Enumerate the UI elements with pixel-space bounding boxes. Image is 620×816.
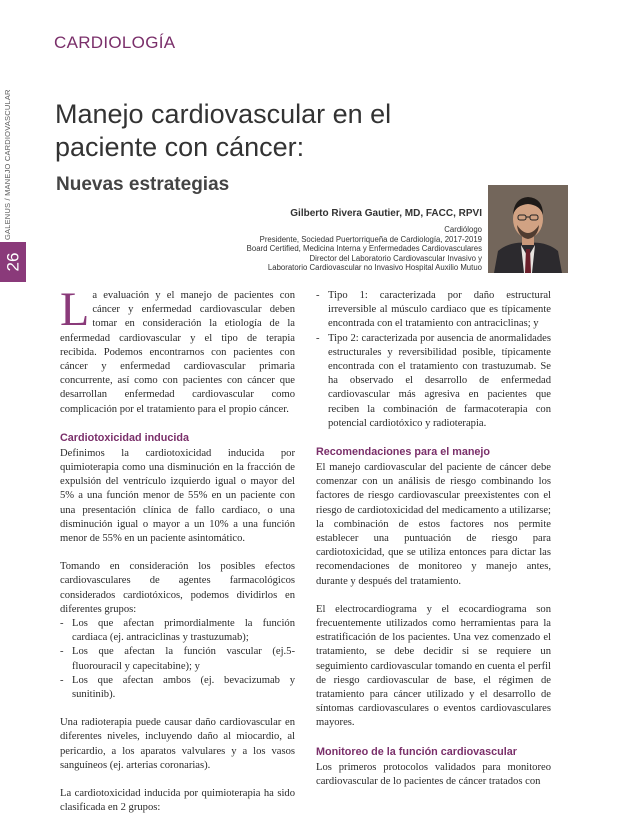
intro-paragraph xyxy=(60,283,295,417)
author-credential: Presidente, Sociedad Puertorriqueña de Cardiología, 2017-2019 xyxy=(259,234,482,244)
right-column xyxy=(316,289,551,789)
paragraph: Tomando en consideración los posibles efectos cardiovasculares de agentes farmacológicos considerados cardiotóxicos, podemos dividirlos en diferentes grupos: xyxy=(60,561,295,615)
paragraph: Una radioterapia puede causar daño cardiovascular en diferentes niveles, incluyendo daño al miocardio, al pericardio, a los aparatos valvulares y a los vasos sanguíneos (ej. arterias coronarias). xyxy=(60,717,295,771)
types-list xyxy=(316,289,551,431)
author-name: Gilberto Rivera Gautier, MD, FACC, RPVI xyxy=(290,208,482,219)
list-item: - Tipo 1: caracterizada por daño estructural irreversible al músculo cardiaco que es típicamente encontrada con el tratamiento con antraciclinas; y xyxy=(316,289,551,332)
paragraph: El manejo cardiovascular del paciente de cáncer debe comenzar con un análisis de riesgo combinando los factores de riesgo cardiovascular preexistentes con el riesgo de cardiotoxicidad del medicamento a utilizarse; la combinación de estos factores nos permite establecer una puntuación de riesgo para cardiotoxicidad, que se utiliza entonces para dictar las recomendaciones de monitoreo y manejo antes, durante y después del tratamiento. xyxy=(316,462,551,587)
paragraph: Definimos la cardiotoxicidad inducida por quimioterapia como una disminución en la fracción de expulsión del ventrículo izquierdo igual o mayor del 5% a una función menor de 55% en un paciente con una presentación clínica de fallo cardiaco, o una disminución igual o mayor a un 10% a una función menor de 55% en un paciente asintomático. xyxy=(60,447,295,545)
paragraph: El electrocardiograma y el ecocardiograma son frecuentemente utilizados como herramientas para la estratificación de los pacientes. Una vez comenzado el tratamiento, se debe decidir si se requiere un seguimiento cardiovascular tomando en cuenta el perfil de riesgo cardiovascular de base, el régimen de tratamiento para cáncer utilizado y el desarrollo de síntomas cardiovasculares o eventos cardiovasculares mayores. xyxy=(316,603,551,729)
section-heading: Cardiotoxicidad inducida xyxy=(60,431,189,444)
author-photo xyxy=(488,185,568,273)
author-block xyxy=(247,208,482,273)
list-item: - Los que afectan ambos (ej. bevacizumab y sunitinib). xyxy=(60,674,295,702)
section-heading: Monitoreo de la función cardiovascular xyxy=(316,745,517,758)
running-title: GALENUS / MANEJO CARDIOVASCULAR xyxy=(3,89,12,240)
paragraph: Los primeros protocolos validados para monitoreo cardiovascular de lo pacientes de cáncer tratados con xyxy=(316,761,551,787)
paragraph: La cardiotoxicidad inducida por quimioterapia ha sido clasificada en 2 grupos: xyxy=(60,788,295,814)
article-title: Manejo cardiovascular en el paciente con cáncer: xyxy=(55,99,392,162)
groups-list xyxy=(60,617,295,702)
page-number: 26 xyxy=(2,252,22,272)
list-item: - Los que afectan primordialmente la función cardiaca (ej. antraciclinas y trastuzumab); xyxy=(60,617,295,645)
article-subtitle: Nuevas estrategias xyxy=(56,174,230,195)
author-credential: Laboratorio Cardiovascular no Invasivo Hospital Auxilio Mutuo xyxy=(267,263,482,273)
section-label: CARDIOLOGÍA xyxy=(54,33,176,52)
list-item: - Los que afectan la función vascular (ej.5-fluorouracil y capecitabine); y xyxy=(60,645,295,673)
left-column xyxy=(60,283,295,816)
author-credential: Cardiólogo xyxy=(444,225,482,234)
dropcap: L xyxy=(60,283,90,336)
author-credential: Board Certified, Medicina Interna y Enfermedades Cardiovasculares xyxy=(246,244,482,254)
list-item: - Tipo 2: caracterizada por ausencia de anormalidades estructurales y reversibilidad posible, típicamente encontrada con el tratamiento con trastuzumab. Se ha observado el desarrollo de enfermedad cardiovascular más agresiva en pacientes que reciben la combinación de farmacoterapia con potencial cardiotóxico y radioterapia. xyxy=(316,332,551,431)
intro-text: a evaluación y el manejo de pacientes con cáncer y enfermedad cardiovascular deben tomar en consideración la etiología de la enfermedad cardiovascular y el tipo de terapia recibida. Podemos encontrarnos con pacientes con cáncer y enfermedad cardiovascular primaria concurrente, así como con pacientes con cáncer que desarrollan enfermedad cardiovascular como complicación por el tratamiento para el propio cáncer. xyxy=(60,290,295,415)
page-number-badge xyxy=(0,242,26,282)
author-credential: Director del Laboratorio Cardiovascular Invasivo y xyxy=(309,253,482,263)
author-portrait-image xyxy=(488,185,568,273)
section-heading: Recomendaciones para el manejo xyxy=(316,446,491,459)
